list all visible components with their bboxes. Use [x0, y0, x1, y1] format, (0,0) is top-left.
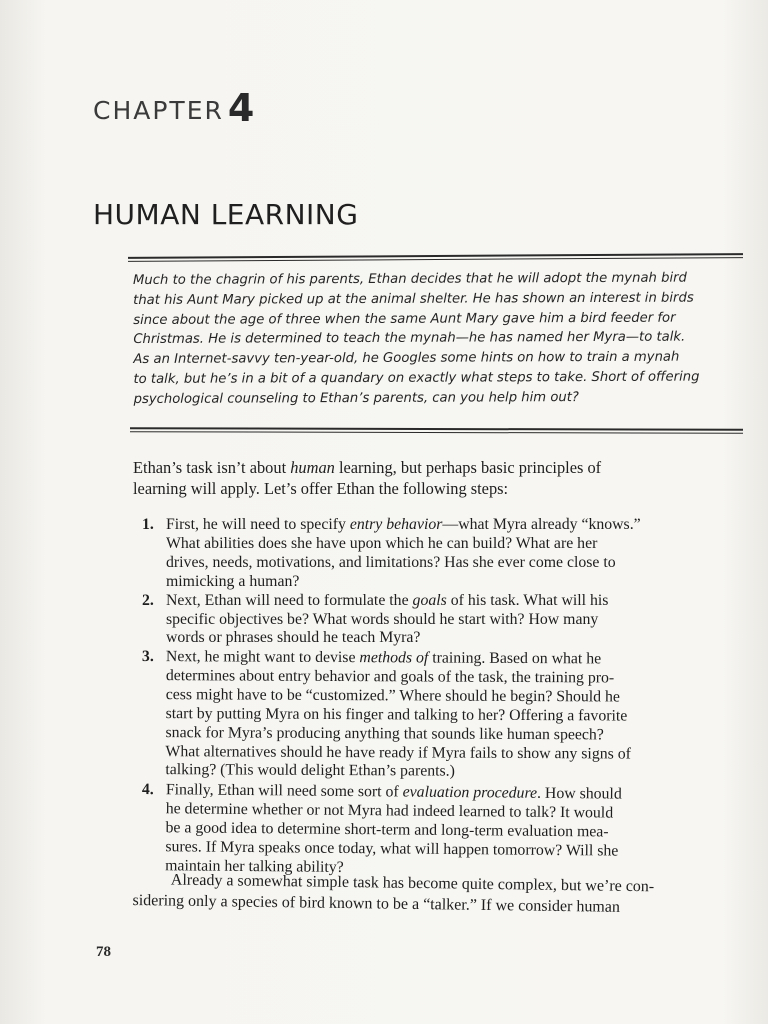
emphasis: human [290, 458, 335, 477]
paragraph-line: sidering only a species of bird known to be a “talker.” If we consider human [132, 891, 621, 916]
list-item: 3. Next, he might want to devise methods of training. Based on what he determines about entry behavior and goals of the task, the training pro- cess might have to be “customized.” Where should he begin? Should he start by putting Myra on his finger and talking to her? Offering a favorite snack for Myra’s producing anything that sounds like human speech? What alternatives should he have ready if Myra fails to show any signs of talking? (This would delight Ethan’s parents.) [141, 648, 631, 781]
opening-paragraph [133, 457, 745, 499]
paragraph-line: Ethan’s task isn’t about human learning, but perhaps basic principles of [133, 458, 602, 477]
intro-line: Christmas. He is determined to teach the mynah—he has named her Myra—to talk. [133, 329, 686, 348]
intro-bottom-rule [130, 427, 743, 431]
paragraph-line: learning will apply. Let’s offer Ethan the following steps: [133, 479, 509, 498]
item-number: 4. [141, 780, 154, 798]
list-item: 2. Next, Ethan will need to formulate the goals of his task. What will his specific objectives be? What words should he start with? How many words or phrases should he teach Myra? [142, 591, 609, 647]
item-number: 3. [141, 648, 154, 666]
intro-line: to talk, but he’s in a bit of a quandary on exactly what steps to take. Short of offering [133, 369, 700, 387]
intro-line: Much to the chagrin of his parents, Ethan decides that he will adopt the mynah bird [133, 270, 687, 288]
intro-bottom-rule-thin [130, 431, 743, 434]
emphasis: methods of [359, 649, 429, 667]
emphasis: entry behavior [349, 516, 443, 533]
item-number: 1. [142, 516, 154, 533]
list-item: 4. Finally, Ethan will need some sort of evaluation procedure. How should he determine whether or not Myra had indeed learned to talk? It would be a good idea to determine short-term and long-term evaluation mea- sures. If Myra speaks once today, what will happen tomorrow? Will she maintain her talking ability? [141, 780, 622, 876]
closing-paragraph [132, 869, 745, 920]
intro-line: As an Internet-savvy ten-year-old, he Googles some hints on how to train a mynah [133, 349, 680, 368]
list-item: 1. First, he will need to specify entry behavior—what Myra already “knows.” What abilities does she have upon which he can build? What are her drives, needs, motivations, and limitations? Has she ever come close to mimicking a human? [142, 516, 641, 590]
item-number: 2. [142, 591, 154, 609]
chapter-number: 4 [227, 86, 255, 130]
chapter-title: HUMAN LEARNING [93, 198, 359, 231]
chapter-heading [93, 84, 254, 128]
chapter-label: CHAPTER [93, 96, 224, 125]
steps-list [142, 516, 742, 875]
intro-line: since about the age of three when the same Aunt Mary gave him a bird feeder for [133, 310, 676, 328]
intro-line: that his Aunt Mary picked up at the animal shelter. He has shown an interest in birds [133, 290, 694, 308]
paragraph-line: Already a somewhat simple task has become quite complex, but we’re con- [170, 871, 655, 896]
emphasis: goals [412, 591, 447, 609]
page-number: 78 [96, 944, 111, 960]
intro-vignette [133, 268, 754, 409]
emphasis: evaluation procedure [402, 783, 538, 802]
intro-line: psychological counseling to Ethan’s parents, can you help him out? [133, 389, 579, 407]
